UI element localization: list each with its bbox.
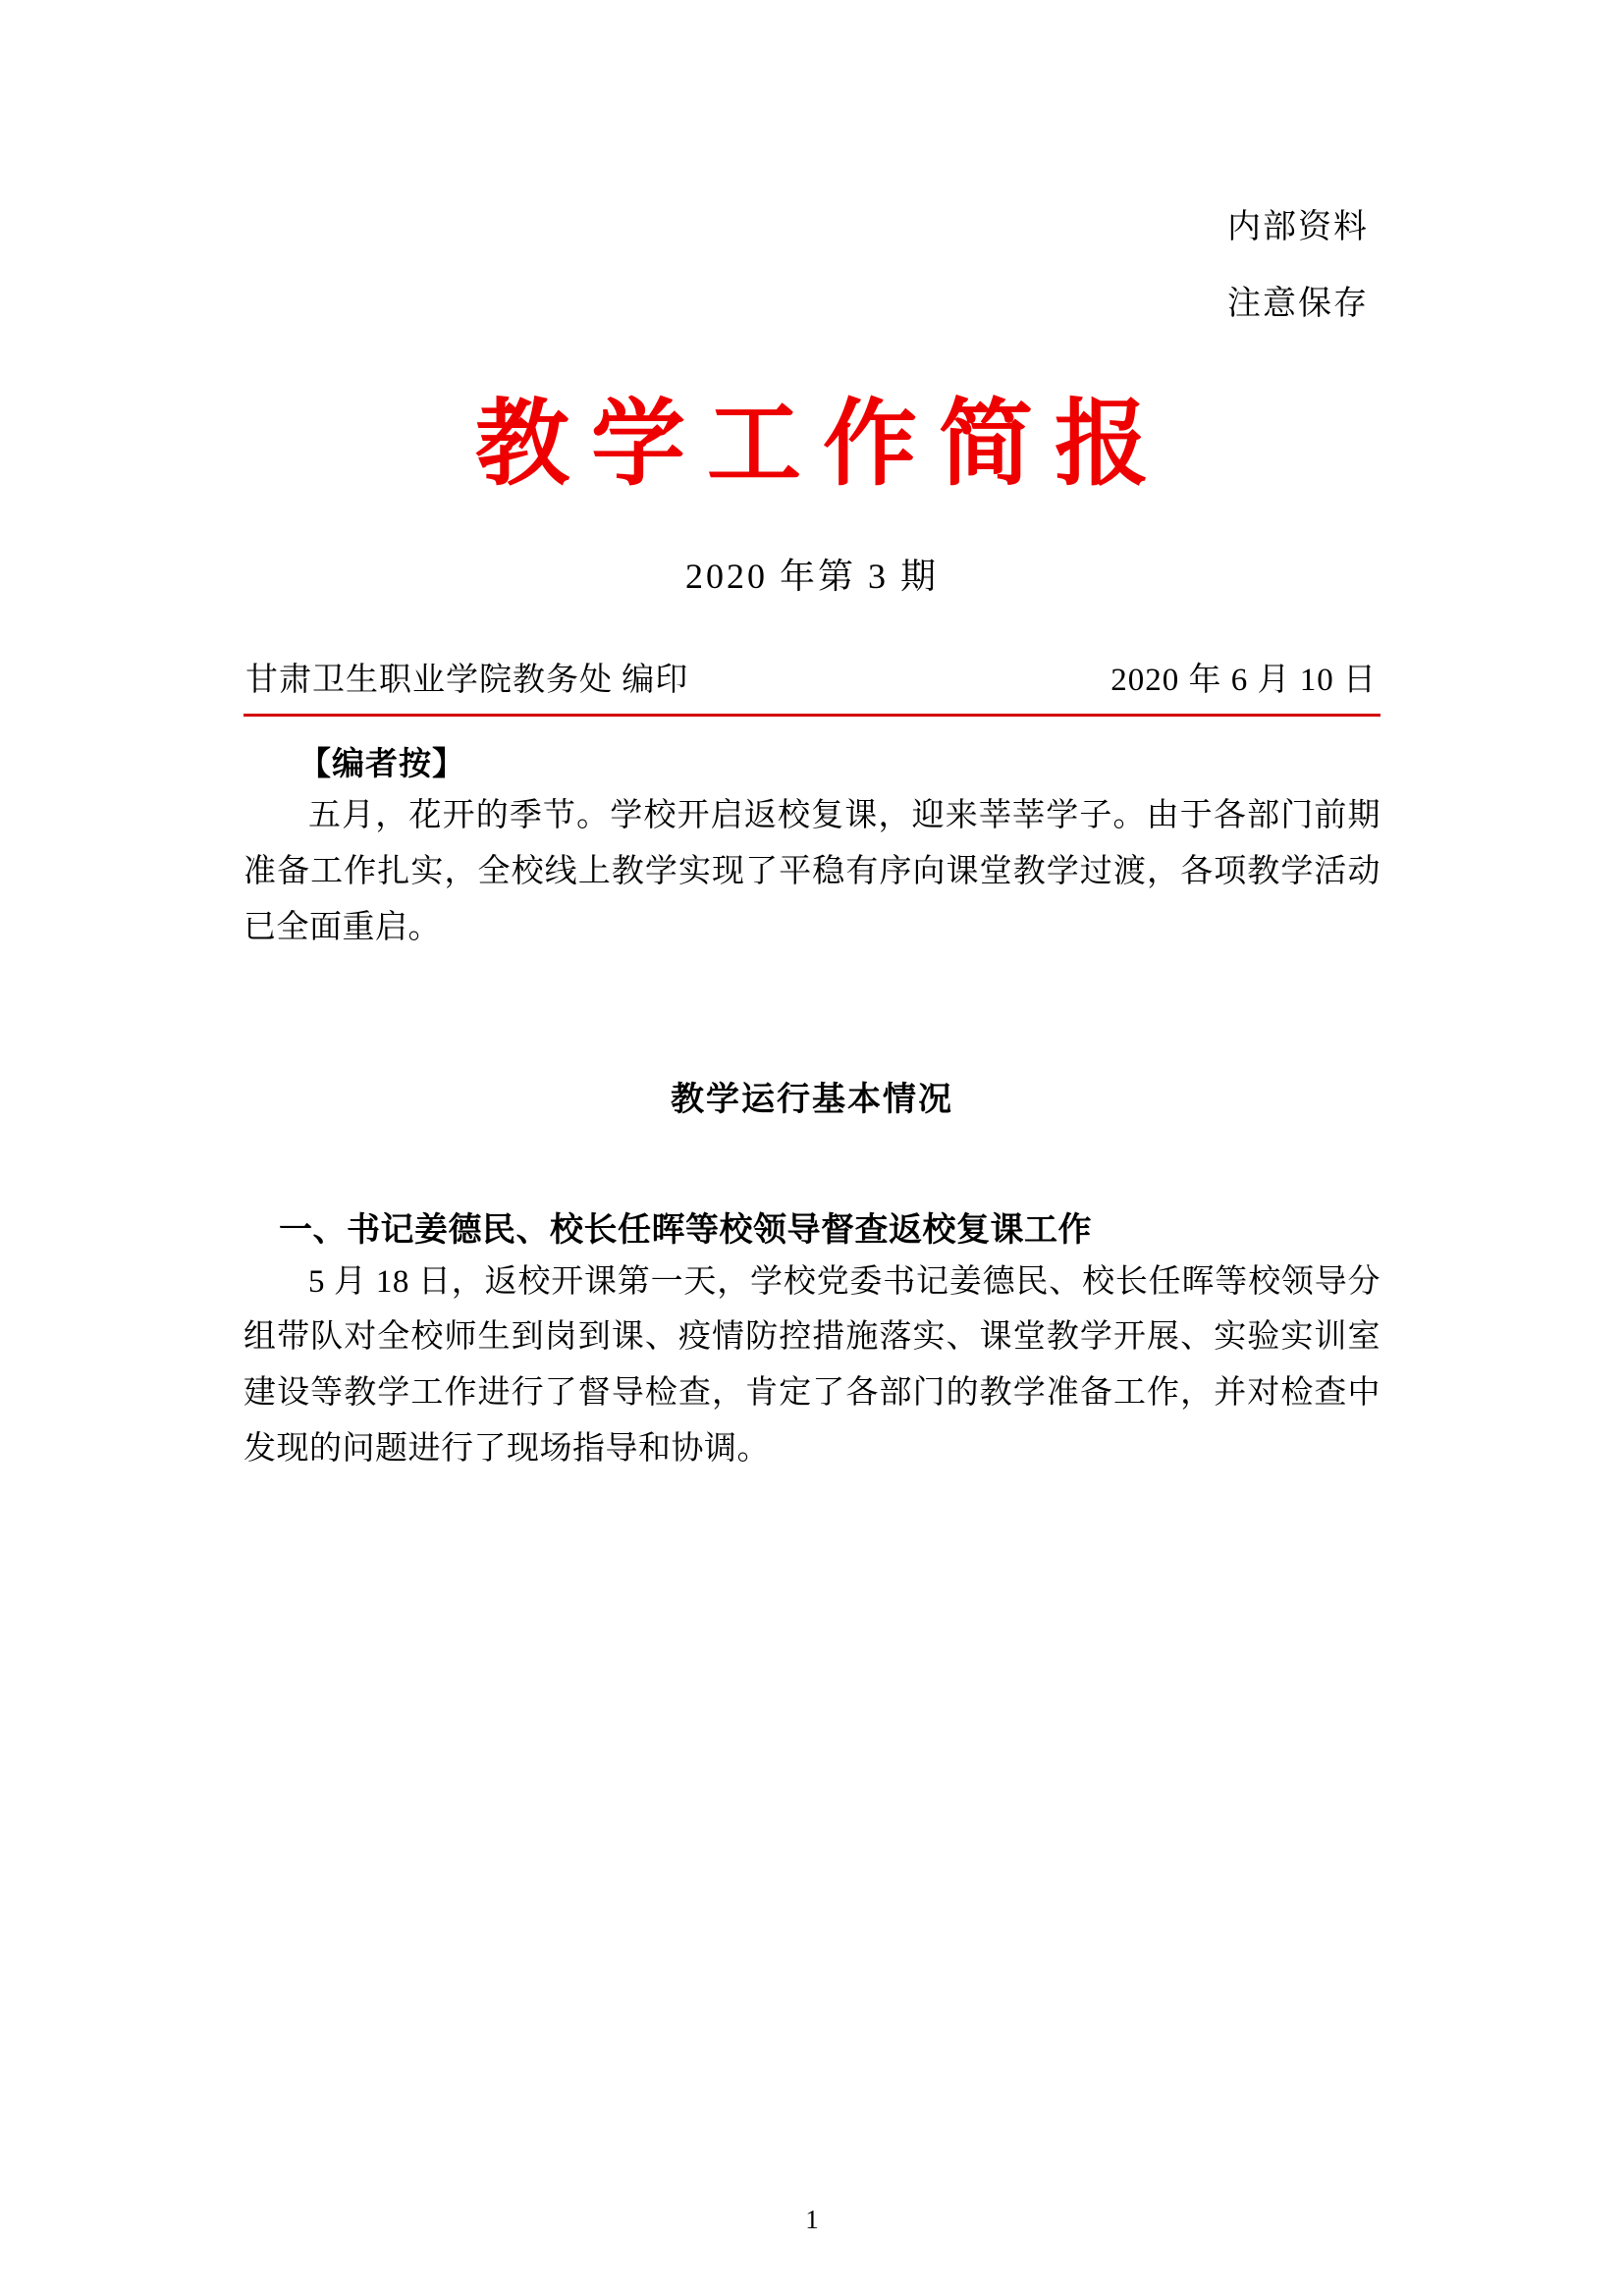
header-note-keep: 注意保存: [1227, 286, 1369, 322]
subsection-heading: 一、书记姜德民、校长任晖等校领导督查返校复课工作: [279, 1209, 1092, 1250]
publisher-label: 甘肃卫生职业学院教务处 编印: [245, 663, 689, 699]
header-note-confidential: 内部资料: [1227, 209, 1369, 245]
editor-note-label: 【编者按】: [298, 747, 465, 783]
page-number: 1: [805, 2205, 819, 2234]
header-notes: [244, 211, 1380, 321]
masthead-title: 教学工作简报: [475, 388, 1170, 499]
imprint-row: [244, 654, 1380, 700]
issue-line: 2020 年第 3 期: [684, 557, 939, 597]
editor-note-paragraph: 五月，花开的季节。学校开启返校复课，迎来莘莘学子。由于各部门前期准备工作扎实，全校线上教学实现了平稳有序向课堂教学过渡，各项教学活动已全面重启。: [244, 798, 1380, 945]
publish-date: 2020 年 6 月 10 日: [1110, 663, 1377, 699]
section-heading: 教学运行基本情况: [671, 1079, 953, 1119]
subsection-paragraph: 5 月 18 日，返校开课第一天，学校党委书记姜德民、校长任晖等校领导分组带队对全校师生到岗到课、疫情防控措施落实、课堂教学开展、实验实训室建设等教学工作进行了督导检查，肯定了各部门的教学准备工作，并对检查中发现的问题进行了现场指导和协调。: [244, 1263, 1380, 1467]
red-divider-rule: [244, 714, 1380, 717]
document-content: [244, 0, 1380, 1477]
